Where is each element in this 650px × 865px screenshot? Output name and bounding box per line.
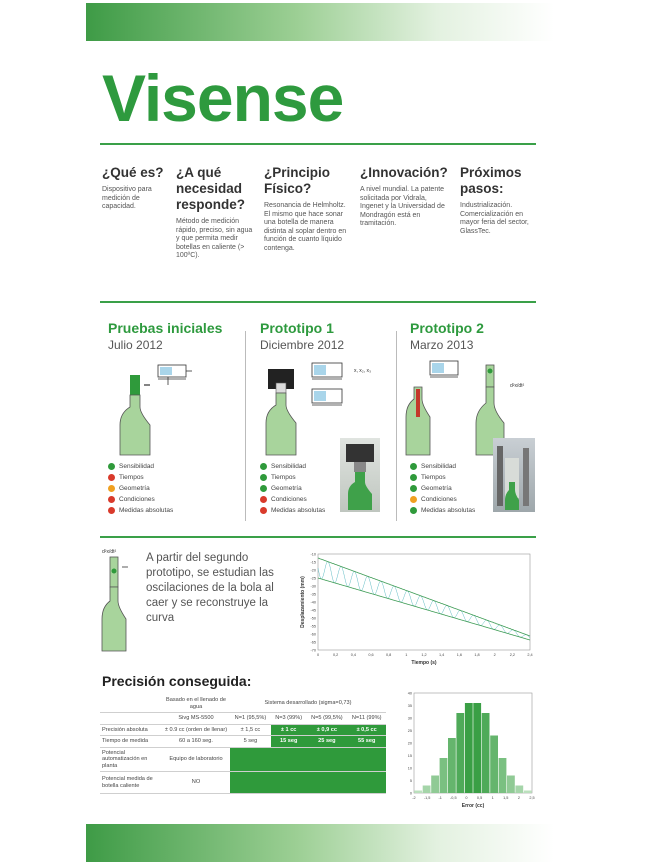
y-tick-label: -35 [310,592,316,597]
table-header-row [100,713,386,725]
y-tick-label: 15 [407,754,412,758]
question-what [102,165,168,212]
x-tick-label: 2,2 [509,653,515,657]
x-tick-label: 1 [405,653,408,657]
table-row [100,747,386,772]
legend-item [260,494,350,505]
legend-item [410,461,500,472]
table-cell: NO [162,772,230,794]
status-dot-icon [410,474,417,481]
oscillation-curve [318,562,530,638]
status-dot-icon [410,507,417,514]
status-dot-icon [108,507,115,514]
legend-label: Tiempos [271,474,296,481]
header-cell: Sistema desarrollado (sigma=0,73) [230,695,386,713]
legend-item [410,483,500,494]
y-tick-label: -45 [310,608,316,613]
status-dot-icon [260,485,267,492]
table-cell: 5 seg [230,736,271,748]
column-separator [245,331,246,521]
legend-label: Condiciones [271,496,307,503]
y-tick-label: 35 [407,704,412,708]
table-cell: ± 1 cc [271,724,307,736]
header-cell: Basado en el llenado de agua [162,695,230,713]
x-tick-label: -0,5 [450,796,457,800]
y-tick-label: -40 [310,600,316,605]
legend-item [260,505,350,516]
divider [100,143,536,145]
x-tick-label: 0 [316,653,320,657]
y-tick-label: -25 [310,576,316,581]
status-dot-icon [260,463,267,470]
question-innovation [360,165,448,229]
poster-title: Visense [102,61,344,135]
legend-label: Sensibilidad [119,463,155,470]
column-separator [396,331,397,521]
status-dot-icon [410,463,417,470]
y-tick-label: 5 [409,779,412,783]
header-cell [100,695,162,713]
stage-title: Prototipo 1 [260,320,334,336]
legend-label: Condiciones [421,496,457,503]
legend-label: Geometría [119,485,150,492]
question-heading: ¿Principio Físico? [264,165,331,196]
bottom-gradient-band [86,824,554,862]
question-principle [264,165,350,254]
histogram-bar [482,713,490,793]
question-text: Resonancia de Helmholtz. El mismo que hace sonar una botella de manera distinta al soplar dentro en función de cuanto líquido contenga. [264,202,347,252]
legend-item [108,461,198,472]
question-text: Dispositivo para medición de capacidad. [102,186,152,211]
legend-label: Condiciones [119,496,155,503]
legend-item [260,483,350,494]
row-label: Precisión absoluta [100,724,162,736]
histogram-bar [431,776,439,794]
y-tick-label: -15 [310,560,316,565]
y-tick-label: 0 [409,791,412,796]
divider [100,536,536,538]
x-tick-label: 1 [491,796,494,800]
y-axis-label: Desplazamiento (mm) [300,576,306,628]
lower-envelope-curve [318,578,530,640]
x-axis-label: Error (cc) [461,803,485,809]
x-tick-label: 0 [465,796,468,800]
legend-label: Geometría [271,485,302,492]
histogram-bar [515,786,523,794]
x-tick-label: 0,8 [386,653,392,657]
header-cell: N=1 (95,5%) [230,713,271,725]
legend-label: Tiempos [421,474,446,481]
question-heading: Próximos pasos: [460,165,522,196]
top-gradient-band [86,3,554,41]
header-cell: N=11 (99%) [347,713,386,725]
x-tick-label: 1,4 [439,653,445,657]
stage-legend [108,461,198,516]
status-dot-icon [260,474,267,481]
svg-text:d²x/dt²: d²x/dt² [510,383,525,389]
table-cell: ± 0,5 cc [347,724,386,736]
header-cell: N=5 (99,5%) [306,713,347,725]
divider [100,301,536,303]
legend-item [410,505,500,516]
legend-item [108,505,198,516]
status-dot-icon [108,463,115,470]
histogram-bar [524,791,532,794]
histogram-bar [499,758,507,793]
y-tick-label: 10 [407,766,412,771]
histogram-bar [465,703,473,793]
y-tick-label: -65 [310,640,316,645]
question-heading: ¿A qué necesidad responde? [176,165,246,212]
row-label: Tiempo de medida [100,736,162,748]
plot-frame [318,554,530,650]
histogram-bar [440,758,448,793]
status-dot-icon [108,485,115,492]
legend-item [108,483,198,494]
x-tick-label: 0,6 [368,653,374,657]
svg-text:x, x₂, x₃: x, x₂, x₃ [354,368,372,374]
x-tick-label: 1,8 [474,653,480,657]
table-cell: 25 seg [306,736,347,748]
y-tick-label: -70 [310,648,316,653]
x-tick-label: 1,5 [503,796,509,800]
header-cell: N=3 (99%) [271,713,307,725]
stage-title: Pruebas iniciales [108,320,223,336]
x-tick-label: -2 [412,796,416,800]
stage-legend [410,461,500,516]
histogram-bar [490,736,498,794]
x-tick-label: 1,2 [421,653,427,657]
x-axis-label: Tiempo (s) [411,660,437,666]
question-heading: ¿Innovación? [360,165,448,180]
table-row [100,772,386,794]
table-cell: ± 0.9 cc (orden de llenar) [162,724,230,736]
stage-date: Diciembre 2012 [260,338,345,352]
oscillation-chart [296,550,538,670]
legend-label: Geometría [421,485,452,492]
green-fill-cell [230,772,386,794]
header-cell: Sivg MS-5500 [162,713,230,725]
y-tick-label: -30 [310,584,316,589]
legend-item [260,472,350,483]
y-tick-label: -55 [310,624,316,629]
bottle-diagram-1 [100,357,230,457]
histogram-bar [473,703,481,793]
table-cell: 15 seg [271,736,307,748]
legend-item [108,472,198,483]
legend-label: Sensibilidad [421,463,457,470]
stage-title: Prototipo 2 [410,320,484,336]
row-label: Potencial medida de botella caliente [100,772,162,794]
legend-item [410,472,500,483]
y-tick-label: 20 [407,741,412,746]
status-dot-icon [410,485,417,492]
table-cell: 55 seg [347,736,386,748]
x-tick-label: -1 [438,796,442,800]
y-tick-label: 25 [407,729,412,733]
poster [100,45,538,820]
stage-initial-tests [108,320,248,352]
table-cell: ± 1,5 cc [230,724,271,736]
x-tick-label: 0,4 [350,653,356,657]
stage-date: Marzo 2013 [410,338,474,352]
y-tick-label: -20 [310,568,316,573]
legend-item [410,494,500,505]
legend-label: Medidas absolutas [271,507,326,514]
table-cell: ± 0,9 cc [306,724,347,736]
y-tick-label: -10 [310,552,316,557]
legend-item [108,494,198,505]
y-tick-label: 30 [407,716,412,721]
table-cell: Equipo de laboratorio [162,747,230,772]
question-next-steps [460,165,536,236]
x-tick-label: 2,5 [529,796,535,800]
legend-label: Tiempos [119,474,144,481]
x-tick-label: 0,5 [476,796,483,800]
x-tick-label: 0,2 [333,653,339,657]
status-dot-icon [108,496,115,503]
question-text: Industrialización. Comercialización en mayor feria del sector, GlassTec. [460,202,529,235]
table-header-row [100,695,386,713]
header-cell [100,713,162,725]
x-tick-label: 2 [517,796,520,800]
legend-label: Medidas absolutas [119,507,174,514]
ball-bottle-diagram [100,545,140,655]
status-dot-icon [260,507,267,514]
histogram-bar [414,791,422,794]
question-text: A nivel mundial. La patente solicitada por Vidrala, Ingenet y la Universidad de Mondragón está en tramitación. [360,186,445,228]
histogram-bar [423,786,431,794]
error-histogram [394,687,538,817]
precision-title: Precisión conseguida: [102,673,252,689]
y-tick-label: 40 [407,691,412,696]
oscillation-description: A partir del segundo prototipo, se estudian las oscilaciones de la bola al caer y se reconstruye la curva [146,552,274,624]
legend-label: Sensibilidad [271,463,307,470]
status-dot-icon [260,496,267,503]
stage-date: Julio 2012 [108,338,163,352]
status-dot-icon [108,474,115,481]
x-tick-label: -1,5 [423,796,431,800]
stage-legend [260,461,350,516]
upper-envelope-curve [318,558,530,636]
y-tick-label: -60 [310,632,316,637]
row-label: Potencial automatización en planta [100,747,162,772]
stage-prototype-2 [410,320,550,352]
question-heading: ¿Qué es? [102,165,164,180]
histogram-bar [456,713,464,793]
legend-label: Medidas absolutas [421,507,476,514]
status-dot-icon [410,496,417,503]
table-row [100,724,386,736]
question-need [176,165,254,261]
legend-item [260,461,350,472]
table-row [100,736,386,748]
question-text: Método de medición rápido, preciso, sin agua y que permita medir botellas en caliente (> 100ºC). [176,218,253,260]
precision-table [100,695,386,794]
stage-prototype-1 [260,320,400,352]
svg-text:d²x/dt²: d²x/dt² [102,549,117,555]
green-fill-cell [230,747,386,772]
x-tick-label: 1,6 [456,653,462,657]
x-tick-label: 2,4 [527,653,533,657]
y-tick-label: -50 [310,616,316,621]
x-tick-label: 2 [493,653,496,657]
table-cell: 60 a 160 seg. [162,736,230,748]
histogram-bar [507,776,515,794]
histogram-bar [448,738,456,793]
